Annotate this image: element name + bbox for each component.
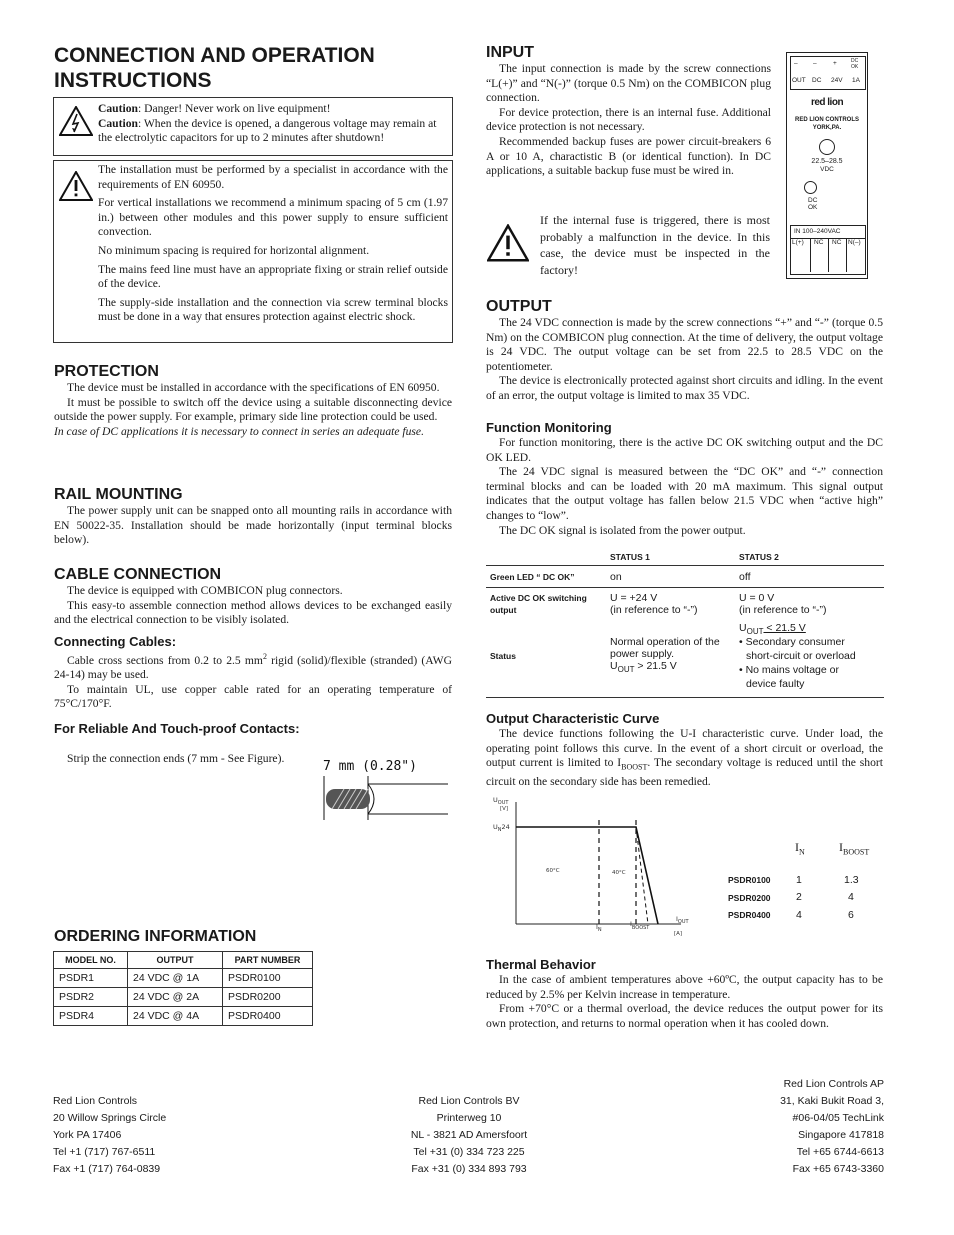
input-p1: The input connection is made by the screw connections “L(+)” and “N(-)” (torque 0.5 Nm) on the COMBICON plug connection. (486, 62, 771, 105)
protection-p2: It must be possible to switch off the device using a suitable disconnecting device outside the power supply. For example, primary side line protection could be used. (54, 395, 452, 424)
cable-section (54, 565, 452, 712)
footer-address-nl (369, 1093, 569, 1178)
function-p1: For function monitoring, there is the active DC OK switching output and the DC OK LED. (486, 436, 883, 464)
dcok-led-icon (804, 181, 817, 194)
cable-p3 (54, 650, 452, 683)
footer-line: Red Lion Controls AP (783, 1078, 884, 1090)
connecting-cables-heading: Connecting Cables: (54, 633, 177, 649)
status2-line-c: • No mains voltage or (739, 664, 839, 676)
part-cell: PSDR0400 (223, 1007, 313, 1026)
in-sub: N (799, 847, 805, 857)
switching-status2-b: (in reference to “-”) (739, 604, 827, 616)
uout-sub: OUT (746, 627, 764, 637)
caution-box (53, 97, 453, 156)
electric-hazard-icon (59, 106, 93, 136)
protection-section (54, 362, 452, 439)
curve-p1-sub: BOOST (621, 762, 648, 772)
iboost-value: 4 (848, 891, 854, 903)
status2-line-a: • Secondary consumer (739, 636, 845, 648)
iboost-value: 6 (848, 909, 854, 921)
footer-line: York PA 17406 (53, 1129, 122, 1141)
install-note: The installation must be performed by a specialist in accordance with the requirements of EN 60950. (98, 163, 448, 191)
table-row (54, 969, 313, 988)
fuse-note: If the internal fuse is triggered, there is most probably a malfunction in the device. In this case, the device must be inspected in the factory! (540, 213, 770, 277)
output-p2: The device is electronically protected against short circuits and idling. In the event of an error, the output voltage is limited to max 35 VDC. (486, 374, 883, 402)
cable-p1: The device is equipped with COMBICON plug connectors. (67, 584, 343, 597)
model-cell: PSDR1 (54, 969, 128, 988)
part-cell: PSDR0100 (223, 969, 313, 988)
label-out: OUT (792, 77, 806, 84)
footer-line: Singapore 417818 (798, 1129, 884, 1141)
input-heading: INPUT (486, 44, 534, 61)
temp-40-label: 40°C (612, 870, 626, 876)
iboost-sub: BOOST (843, 847, 870, 857)
switching-status1-b: (in reference to “-”) (610, 604, 698, 616)
in-value: 2 (796, 891, 802, 903)
term-dcok: DC OK (851, 58, 859, 70)
curve-heading: Output Characteristic Curve (486, 711, 660, 726)
footer-line: Red Lion Controls (53, 1095, 138, 1107)
function-heading: Function Monitoring (486, 420, 612, 435)
current-table (726, 840, 886, 930)
footer-line: #06-04/05 TechLink (792, 1112, 884, 1124)
col-model-header: MODEL NO. (54, 952, 128, 969)
status2-header: STATUS 2 (739, 552, 779, 562)
temp-60-label: 60°C (546, 868, 560, 874)
label-1a: 1A (852, 77, 860, 84)
status-row-label: Status (490, 651, 516, 661)
red-lion-logo: red lion (810, 97, 844, 108)
input-p3: Recommended backup fuses are power circuit-breakers 6 A or 10 A, charactistic B (or identical function). In DC applications, a suitable backup fuse must be wired in. (486, 134, 771, 178)
fuse-warning-icon (487, 224, 529, 262)
status1-line-a: Normal operation of the (610, 636, 720, 648)
iboost-header (839, 840, 869, 856)
output-cell: 24 VDC @ 2A (128, 988, 223, 1007)
caution-text-2: : When the device is opened, a dangerous voltage may remain at the electrolytic capacitors for up to 2 minutes after shutdown! (98, 116, 437, 145)
table-row (54, 1007, 313, 1026)
part-cell: PSDR0200 (223, 988, 313, 1007)
switching-status2-a: U = 0 V (739, 592, 775, 604)
led-row-label: Green LED “ DC OK” (490, 572, 575, 582)
led-status2: off (739, 571, 751, 583)
term-out-minus: – (794, 60, 798, 67)
part-number: PSDR0100 (728, 875, 771, 885)
install-note: No minimum spacing is required for horizontal alignment. (98, 243, 370, 257)
install-note: The mains feed line must have an appropriate fixing or strain relief outside of the device. (98, 262, 448, 291)
ui-characteristic-curve (486, 790, 706, 940)
page-title: CONNECTION AND OPERATION INSTRUCTIONS (54, 44, 375, 92)
footer-address-usa (53, 1093, 166, 1178)
table-row (54, 988, 313, 1007)
footer-line: NL - 3821 AD Amersfoort (410, 1129, 528, 1141)
iout-axis-unit: [A] (674, 931, 683, 937)
cable-p2: This easy-to assemble connection method allows devices to be exchanged easily and the electrical connection to be visibly isolated. (54, 598, 452, 627)
cable-p4: To maintain UL, use copper cable rated for an operating temperature of 75°C/170°F. (54, 682, 452, 711)
part-number: PSDR0400 (728, 910, 771, 920)
stripped-wire-figure (318, 756, 458, 826)
led-status1: on (610, 571, 622, 583)
iout-axis-label: $I_{OUT}$ (676, 915, 689, 925)
warning-icon (59, 171, 93, 201)
curve-section (486, 711, 883, 790)
y-axis-unit: [V] (500, 806, 509, 812)
curve-p1-text-b: . The secondary voltage is reduced until the short circuit on the secondary side has been remedied. (486, 756, 883, 789)
status1-line-b: power supply. (610, 648, 675, 660)
footer-line: Tel +65 6744-6613 (796, 1146, 884, 1158)
ordering-heading: ORDERING INFORMATION (54, 928, 257, 945)
rail-section (54, 485, 452, 548)
thermal-heading: Thermal Behavior (486, 957, 596, 972)
uout-symbol: U (610, 660, 618, 672)
cable-p3-text: Cable cross sections from 0.2 to 2.5 mm (67, 653, 263, 667)
label-24v: 24V (831, 77, 843, 84)
installation-warning-box (53, 160, 453, 343)
install-note: For vertical installations we recommend a minimum spacing of 5 cm (1.97 in.) between other modules and this power supply to ensure sufficient convection. (98, 196, 448, 239)
term-nc-1: NC (814, 239, 824, 246)
footer-line: 20 Willow Springs Circle (53, 1112, 167, 1124)
iboost-axis-label: BOOST (631, 925, 650, 931)
function-monitoring-section (486, 420, 883, 538)
caution-label-2: Caution (98, 116, 138, 130)
function-p2: The 24 VDC signal is measured between the “DC OK” and “-” connection terminal blocks and can be loaded with 20 mA maximum. This signal output indicates that the output voltage has fallen below 21.5 VDC when “active high” changes to “low”. (486, 465, 883, 522)
uout-symbol: U (739, 622, 747, 634)
output-cell: 24 VDC @ 1A (128, 969, 223, 988)
rail-p1: The power supply unit can be snapped onto all mounting rails in accordance with EN 50022-35. Installation should be made horizontally (input terminal blocks below). (54, 504, 452, 547)
adjust-range: 22.5–28.5 (811, 158, 843, 165)
output-heading: OUTPUT (486, 298, 552, 315)
table-header-row (54, 952, 313, 969)
model-cell: PSDR4 (54, 1007, 128, 1026)
in-value: 4 (796, 909, 802, 921)
uout-sub: OUT (617, 665, 635, 675)
curve-p1 (486, 727, 883, 790)
iboost-symbol: I (839, 840, 843, 854)
footer-line: Tel +31 (0) 334 723 225 (413, 1146, 525, 1158)
col-part-header: PART NUMBER (223, 952, 313, 969)
in-symbol: I (795, 840, 799, 854)
rail-heading: RAIL MOUNTING (54, 486, 183, 503)
touch-proof-heading: For Reliable And Touch-proof Contacts: (54, 721, 300, 736)
input-rating: IN 100–240VAC (794, 228, 841, 235)
protection-heading: PROTECTION (54, 363, 159, 380)
footer-line: Printerweg 10 (436, 1112, 502, 1124)
dcok-label-1: DC (808, 197, 818, 204)
in-value: 1 (796, 874, 802, 886)
status1-line-c (610, 660, 677, 677)
status2-line-b: short-circuit or overload (746, 650, 856, 662)
protection-p1: The device must be installed in accordance with the specifications of EN 60950. (67, 381, 440, 394)
thermal-p2: From +70°C or a thermal overload, the device reduces the output power for its own protection, and returns to normal operation when it has cooled down. (486, 1002, 883, 1030)
in-axis-label: $I_N$ (596, 923, 602, 933)
install-note: The supply-side installation and the connection via screw terminal blocks must be done in a way that ensures protection against electric shock. (98, 295, 448, 324)
strip-instruction: Strip the connection ends (7 mm - See Figure). (67, 752, 285, 765)
term-plus: + (833, 60, 837, 67)
input-section (486, 43, 771, 179)
term-nc-2: NC (832, 239, 842, 246)
potentiometer-icon (819, 139, 835, 155)
col-output-header: OUTPUT (128, 952, 223, 969)
switching-output-label: Active DC OK switching output (490, 593, 587, 615)
footer-line: 31, Kaki Bukit Road 3, (780, 1095, 884, 1107)
part-number: PSDR0200 (728, 893, 771, 903)
term-dc-minus: – (813, 60, 817, 67)
dcok-label-2: OK (808, 204, 818, 211)
output-section (486, 297, 883, 404)
characteristic-line (516, 827, 658, 924)
footer-line: Fax +1 (717) 764-0839 (53, 1163, 161, 1175)
output-cell: 24 VDC @ 4A (128, 1007, 223, 1026)
iboost-value: 1.3 (844, 874, 859, 886)
label-dc: DC (812, 77, 822, 84)
term-n-minus: N(–) (848, 239, 861, 246)
function-p3: The DC OK signal is isolated from the power output. (499, 523, 746, 537)
uout-threshold: < 21.5 V (763, 622, 806, 634)
cable-p3-sup: 2 (262, 651, 267, 661)
footer-line: Tel +1 (717) 767-6511 (53, 1146, 156, 1158)
caution-label-1: Caution (98, 102, 138, 115)
status-table (486, 545, 884, 698)
switching-status1-a: U = +24 V (610, 592, 658, 604)
maker-name: RED LION CONTROLS (795, 117, 859, 123)
strip-length-label: 7 mm (0.28") (323, 759, 417, 774)
device-front-panel (786, 52, 868, 279)
curve-p1-text: The device functions following the U-I characteristic curve. Under load, the operating point follows this curve. In the event of a short circuit or overload, the output current is limited to I (486, 727, 883, 770)
thermal-p1: In the case of ambient temperatures above +60ºC, the output capacity has to be reduced by 2.5% per Kelvin increase in temperature. (486, 973, 883, 1001)
output-p1: The 24 VDC connection is made by the screw connections “+” and “-” (torque 0.5 Nm) on the COMBICON plug connection. At the time of delivery, the output voltage is 24 VDC. The output voltage can be set from 22.5 to 28.5 VDC on the potentiometer. (486, 316, 883, 373)
model-cell: PSDR2 (54, 988, 128, 1007)
maker-city: YORK,PA. (812, 125, 842, 131)
cable-p3-text-b: rigid (solid)/flexible (stranded) (AWG 24-14) may be used. (54, 653, 452, 682)
uout-threshold: > 21.5 V (634, 660, 677, 672)
status2-line-d: device faulty (746, 678, 805, 690)
caution-text-1: : Danger! Never work on live equipment! (137, 102, 331, 115)
ordering-table (53, 951, 313, 1026)
thermal-section (486, 957, 883, 1031)
input-p2: For device protection, there is an internal fuse. Additional device protection is not necessary. (486, 105, 771, 134)
footer-line: Red Lion Controls BV (418, 1095, 520, 1107)
adjust-unit: VDC (820, 166, 834, 173)
status1-header: STATUS 1 (610, 552, 650, 562)
footer-line: Fax +31 (0) 334 893 793 (411, 1163, 527, 1175)
un-label: $U_N24$ (493, 823, 510, 833)
y-axis-label: $U_{OUT}$ (493, 796, 509, 806)
cable-heading: CABLE CONNECTION (54, 566, 222, 583)
term-l-plus: L(+) (792, 239, 804, 246)
in-header (795, 840, 805, 856)
footer-address-sg (684, 1076, 884, 1178)
protection-p3: In case of DC applications it is necessary to connect in series an adequate fuse. (54, 424, 424, 438)
footer-line: Fax +65 6743-3360 (792, 1163, 884, 1175)
